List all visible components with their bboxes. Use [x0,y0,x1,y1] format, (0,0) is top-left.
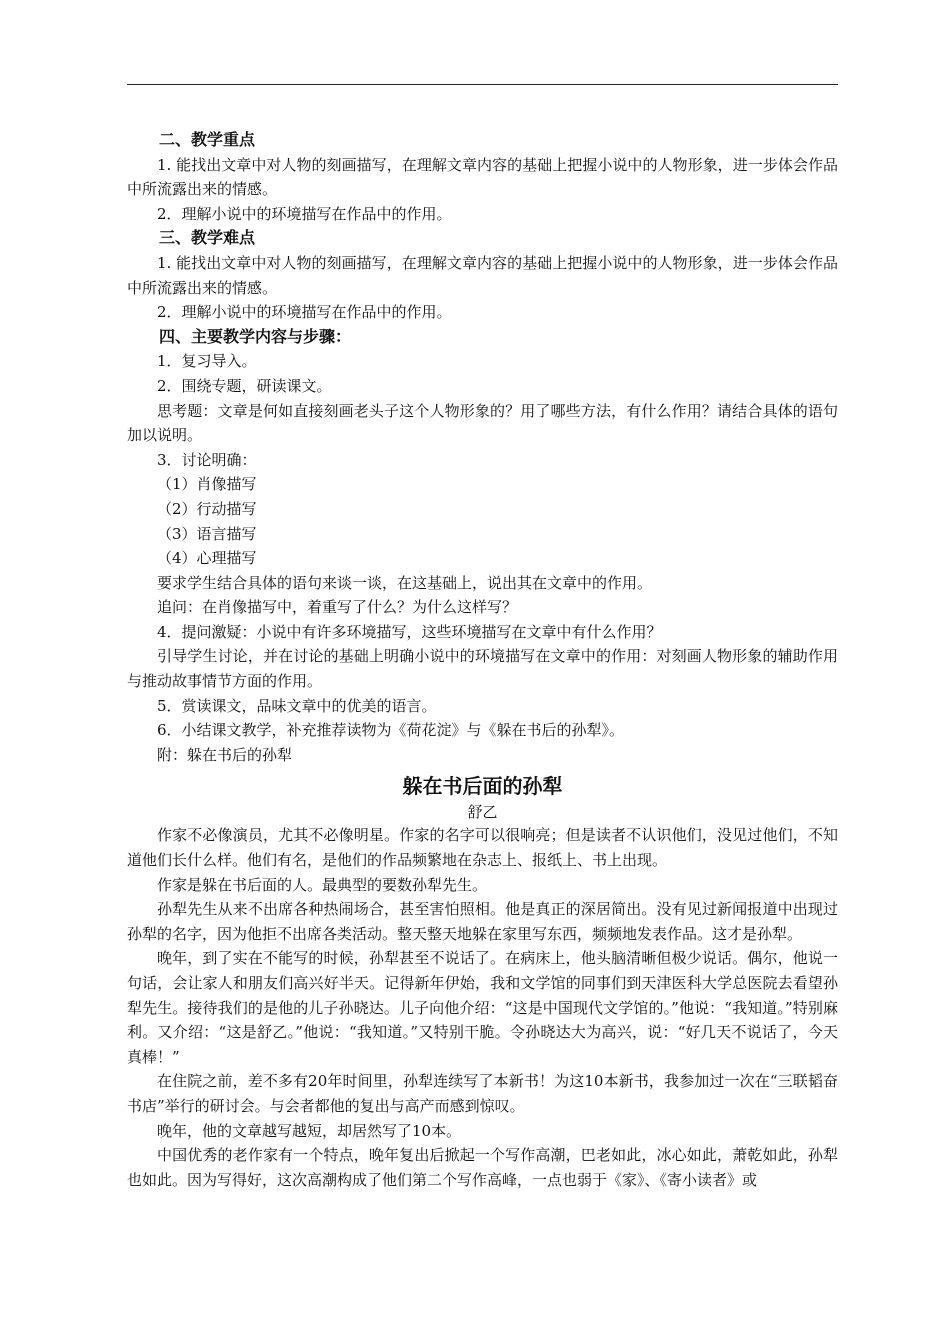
article-paragraph: 作家不必像演员，尤其不必像明星。作家的名字可以很响亮；但是读者不认识他们，没见过他们，不知道他们长什么样。他们有名，是他们的作品频繁地在杂志上、报纸上、书上出现。 [127,826,838,870]
article-paragraph: 在住院之前，差不多有20年时间里，孙犁连续写了本新书！为这10本新书，我参加过一次在“三联韬奋书店”举行的研讨会。与会者都他的复出与高产而感到惊叹。 [127,1072,838,1115]
paragraph: 3．讨论明确： [157,450,257,469]
paragraph: （4）心理描写 [157,549,257,568]
article-paragraph: 晚年，到了实在不能写的时候，孙犁甚至不说话了。在病床上，他头脑清晰但极少说话。偶尔，他说一句话，会让家人和朋友们高兴好半天。记得新年伊始，我和文学馆的同事们到天津医科大学总医院去看望孙犁先生。接待我们的是他的儿子孙晓达。儿子向他介绍：“这是中国现代文学馆的。”他说：“我知道。”特别麻利。又介绍：“这是舒乙。”他说：“我知道。”又特别干脆。令孙晓达大为高兴，说：“好几天不说话了，今天真棒！” [127,949,838,1066]
paragraph: 要求学生结合具体的语句来谈一谈，在这基础上，说出其在文章中的作用。 [157,573,653,592]
paragraph: 追问：在肖像描写中，着重写了什么？为什么这样写？ [157,598,518,617]
appended-article [127,771,838,1192]
paragraph: 6．小结课文教学，补充推荐读物为《荷花淀》与《躲在书后的孙犁》。 [157,721,625,740]
paragraph: （1）肖像描写 [157,475,257,494]
paragraph: 引导学生讨论，并在讨论的基础上明确小说中的环境描写在文章中的作用：对刻画人物形象的辅助作用与推动故事情节方面的作用。 [127,647,838,691]
article-paragraph: 晚年，他的文章越写越短，却居然写了10本。 [157,1121,462,1140]
paragraph: 5．赏读课文，品味文章中的优美的语言。 [157,696,437,715]
paragraph: 4．提问激疑：小说中有许多环境描写，这些环境描写在文章中有什么作用？ [157,622,662,641]
section-teaching-steps [127,325,838,768]
article-paragraph: 中国优秀的老作家有一个特点，晚年复出后掀起一个写作高潮，巴老如此，冰心如此，萧乾如此，孙犁也如此。因为写得好，这次高潮构成了他们第二个写作高峰，一点也弱于《家》、《寄小读者》或 [127,1146,838,1189]
paragraph: 2．理解小说中的环境描写在作品中的作用。 [157,303,452,322]
paragraph: 2．理解小说中的环境描写在作品中的作用。 [157,204,452,223]
paragraph: 1. 能找出文章中对人物的刻画描写，在理解文章内容的基础上把握小说中的人物形象，进一步体会作品中所流露出来的情感。 [127,253,838,297]
article-paragraph: 作家是躲在书后面的人。最典型的要数孙犁先生。 [157,875,488,894]
paragraph: 1. 能找出文章中对人物的刻画描写，在理解文章内容的基础上把握小说中的人物形象，进一步体会作品中所流露出来的情感。 [127,155,838,199]
section-teaching-difficulty [127,226,838,324]
article-author: 舒乙 [467,803,498,822]
header-rule [127,84,838,85]
paragraph: （3）语言描写 [157,524,257,543]
article-paragraph: 孙犁先生从来不出席各种热闹场合，甚至害怕照相。他是真正的深居简出。没有见过新闻报道中出现过孙犁的名字，因为他拒不出席各类活动。整天整天地躲在家里写东西，频频地发表作品。这才是孙犁。 [127,900,838,943]
section-teaching-focus [127,128,838,226]
paragraph: （2）行动描写 [157,499,257,518]
section-heading: 二、教学重点 [159,130,256,149]
paragraph: 附：躲在书后的孙犁 [157,745,293,764]
paragraph: 2．围绕专题，研读课文。 [157,376,332,395]
paragraph: 1．复习导入。 [157,352,257,371]
article-title: 躲在书后面的孙犁 [402,774,563,799]
paragraph: 思考题：文章是何如直接刻画老头子这个人物形象的？用了哪些方法，有什么作用？请结合具体的语句加以说明。 [127,401,838,445]
document-body [127,128,838,1192]
section-heading: 四、主要教学内容与步骤： [159,326,352,346]
section-heading: 三、教学难点 [159,228,256,248]
